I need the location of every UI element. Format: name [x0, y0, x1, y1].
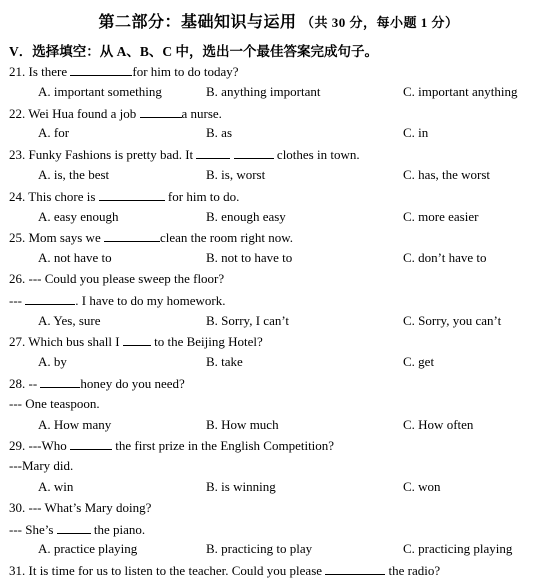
question-fragment: 30. --- What’s Mary doing?	[9, 499, 152, 515]
title-main: 第二部分：基础知识与运用	[98, 14, 297, 31]
option-a[interactable]: A. important something	[38, 83, 162, 99]
question-fragment: for him to do.	[164, 188, 240, 204]
option-c[interactable]: C. How often	[403, 416, 474, 432]
option-c[interactable]: C. practicing playing	[403, 541, 513, 557]
question-fragment: the radio?	[385, 563, 441, 579]
question-text	[9, 562, 440, 579]
option-c[interactable]: C. won	[403, 479, 441, 494]
question-text	[9, 437, 334, 454]
page-title	[0, 9, 557, 32]
option-a[interactable]: A. easy enough	[38, 208, 119, 224]
question-text	[9, 105, 222, 122]
question-fragment: for him to do today?	[132, 64, 239, 79]
answer-blank[interactable]	[104, 229, 160, 242]
option-b[interactable]: B. enough easy	[206, 208, 286, 224]
option-a[interactable]: A. Yes, sure	[38, 312, 101, 328]
question-fragment: ---Mary did.	[9, 458, 74, 474]
option-a[interactable]: A. is, the best	[38, 167, 110, 182]
answer-blank[interactable]	[123, 333, 151, 346]
question-fragment: 27. Which bus shall I	[9, 334, 123, 350]
answer-blank[interactable]	[325, 562, 385, 575]
question-text	[9, 229, 293, 246]
option-b[interactable]: B. practicing to play	[206, 541, 313, 557]
question-fragment: 21. Is there	[9, 64, 71, 79]
option-b[interactable]: B. anything important	[206, 83, 321, 99]
question-fragment: . I have to do my homework.	[75, 292, 226, 308]
section-heading: V．选择填空：从 A、B、C 中，选出一个最佳答案完成句子。	[9, 44, 379, 59]
question-fragment: 29. ---Who	[9, 438, 71, 454]
question-text	[9, 375, 185, 392]
question-text	[9, 333, 263, 350]
question-text	[9, 146, 360, 163]
question-text	[9, 271, 224, 287]
question-fragment: 23. Funky Fashions is pretty bad. It	[9, 147, 197, 163]
option-b[interactable]: B. not to have to	[206, 250, 293, 266]
option-c[interactable]: C. Sorry, you can’t	[403, 312, 502, 328]
option-a[interactable]: A. win	[38, 479, 74, 494]
option-a[interactable]: A. How many	[38, 416, 112, 432]
question-fragment: 26. --- Could you please sweep the floor?	[9, 271, 225, 286]
option-c[interactable]: C. has, the worst	[403, 167, 491, 182]
option-b[interactable]: B. take	[206, 354, 243, 370]
answer-blank[interactable]	[196, 146, 230, 159]
question-text	[9, 396, 100, 412]
question-fragment: a nurse.	[181, 105, 222, 121]
option-a[interactable]: A. for	[38, 125, 70, 141]
answer-blank[interactable]	[70, 437, 112, 450]
question-fragment: the piano.	[90, 521, 146, 537]
option-c[interactable]: C. important anything	[403, 83, 518, 99]
option-b[interactable]: B. Sorry, I can’t	[206, 312, 290, 328]
question-fragment: clean the room right now.	[159, 230, 294, 246]
question-fragment: ---	[9, 292, 26, 308]
option-b[interactable]: B. is winning	[206, 479, 276, 494]
option-a[interactable]: A. practice playing	[38, 541, 138, 557]
answer-blank[interactable]	[40, 375, 80, 388]
answer-blank[interactable]	[234, 146, 274, 159]
question-fragment: --- One teaspoon.	[9, 395, 100, 411]
question-text	[9, 500, 151, 516]
question-fragment: to the Beijing Hotel?	[150, 334, 263, 350]
question-fragment: 22. Wei Hua found a job	[9, 105, 140, 121]
option-b[interactable]: B. is, worst	[206, 167, 266, 182]
question-fragment: the first prize in the English Competition?	[112, 438, 335, 454]
question-text	[9, 63, 239, 80]
answer-blank[interactable]	[140, 105, 182, 118]
answer-blank[interactable]	[57, 521, 91, 534]
question-text	[9, 292, 225, 309]
answer-blank[interactable]	[70, 63, 132, 76]
question-fragment: 28. --	[9, 376, 41, 391]
answer-blank[interactable]	[25, 292, 75, 305]
question-text	[9, 521, 145, 538]
option-c[interactable]: C. don’t have to	[403, 250, 487, 266]
option-c[interactable]: C. more easier	[403, 208, 479, 224]
option-c[interactable]: C. in	[403, 125, 429, 141]
option-b[interactable]: B. How much	[206, 416, 279, 432]
question-fragment: 24. This chore is	[9, 188, 99, 204]
title-note: （共 30 分，每小题 1 分）	[301, 15, 459, 30]
question-text	[9, 188, 239, 205]
answer-blank[interactable]	[99, 188, 165, 201]
question-fragment: 31. It is time for us to listen to the teacher. Could you please	[9, 563, 326, 579]
question-text	[9, 458, 73, 474]
question-fragment: 25. Mom says we	[9, 230, 104, 246]
question-fragment: honey do you need?	[80, 376, 185, 391]
question-fragment: clothes in town.	[273, 147, 360, 163]
option-c[interactable]: C. get	[403, 354, 435, 370]
option-a[interactable]: A. by	[38, 354, 67, 370]
question-fragment: --- She’s	[9, 521, 57, 537]
option-b[interactable]: B. as	[206, 125, 232, 141]
option-a[interactable]: A. not have to	[38, 250, 112, 266]
